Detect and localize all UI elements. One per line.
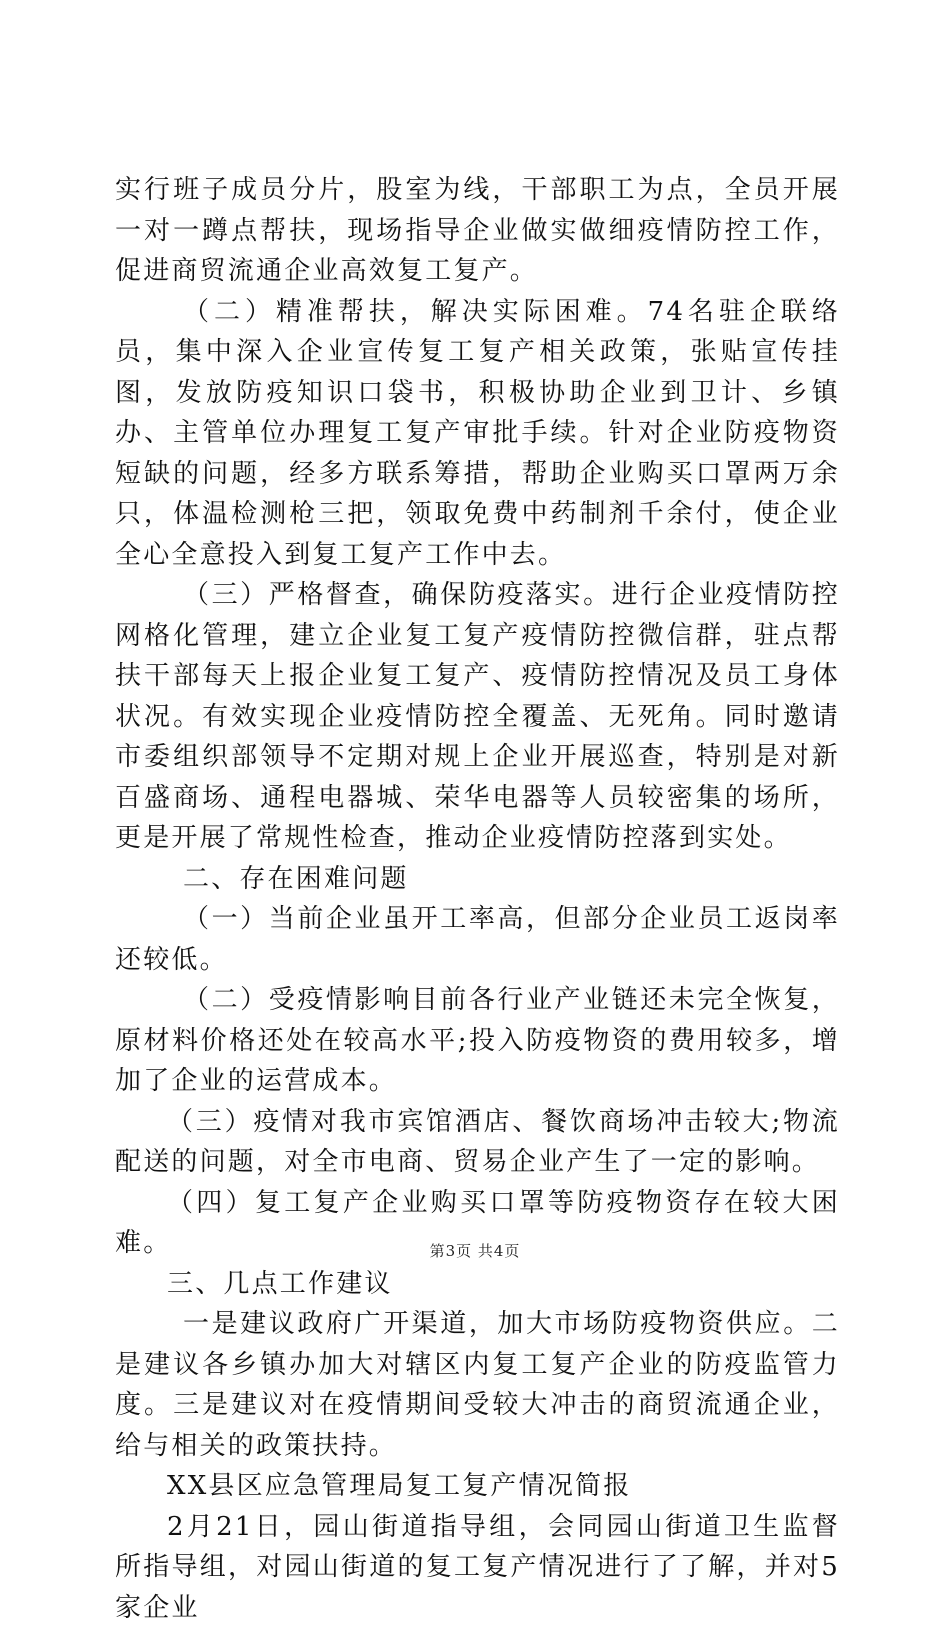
section-heading-difficulties: 二、存在困难问题 bbox=[115, 859, 840, 900]
difficulty-item-1: （一）当前企业虽开工率高，但部分企业员工返岗率还较低。 bbox=[115, 899, 840, 980]
paragraph-strict-inspection: （三）严格督查，确保防疫落实。进行企业疫情防控网格化管理，建立企业复工复产疫情防控微信群，驻点帮扶干部每天上报企业复工复产、疫情防控情况及员工身体状况。有效实现企业疫情防控全覆盖、无死角。同时邀请市委组织部领导不定期对规上企业开展巡查，特别是对新百盛商场、通程电器城、荣华电器等人员较密集的场所，更是开展了常规性检查，推动企业疫情防控落到实处。 bbox=[115, 575, 840, 859]
difficulty-item-3: （三）疫情对我市宾馆酒店、餐饮商场冲击较大;物流配送的问题，对全市电商、贸易企业产生了一定的影响。 bbox=[115, 1102, 840, 1183]
paragraph-precise-assistance: （二）精准帮扶，解决实际困难。74名驻企联络员，集中深入企业宣传复工复产相关政策，张贴宣传挂图，发放防疫知识口袋书，积极协助企业到卫计、乡镇办、主管单位办理复工复产审批手续。针对企业防疫物资短缺的问题，经多方联系筹措，帮助企业购买口罩两万余只，体温检测枪三把，领取免费中药制剂千余付，使企业全心全意投入到复工复产工作中去。 bbox=[115, 292, 840, 576]
page-footer: 第3页 共4页 bbox=[0, 1240, 950, 1261]
document-body bbox=[115, 170, 840, 1628]
report-title: XX县区应急管理局复工复产情况简报 bbox=[115, 1466, 840, 1507]
paragraph-report-start: 2月21日，园山街道指导组，会同园山街道卫生监督所指导组，对园山街道的复工复产情况进行了了解，并对5家企业 bbox=[115, 1507, 840, 1628]
paragraph-continued: 实行班子成员分片，股室为线，干部职工为点，全员开展一对一蹲点帮扶，现场指导企业做实做细疫情防控工作，促进商贸流通企业高效复工复产。 bbox=[115, 170, 840, 292]
section-heading-suggestions: 三、几点工作建议 bbox=[115, 1264, 840, 1305]
difficulty-item-4: （四）复工复产企业购买口罩等防疫物资存在较大困难。 bbox=[115, 1183, 840, 1264]
difficulty-item-2: （二）受疫情影响目前各行业产业链还未完全恢复，原材料价格还处在较高水平;投入防疫物资的费用较多，增加了企业的运营成本。 bbox=[115, 980, 840, 1102]
paragraph-suggestions: 一是建议政府广开渠道，加大市场防疫物资供应。二是建议各乡镇办加大对辖区内复工复产企业的防疫监管力度。三是建议对在疫情期间受较大冲击的商贸流通企业，给与相关的政策扶持。 bbox=[115, 1304, 840, 1466]
